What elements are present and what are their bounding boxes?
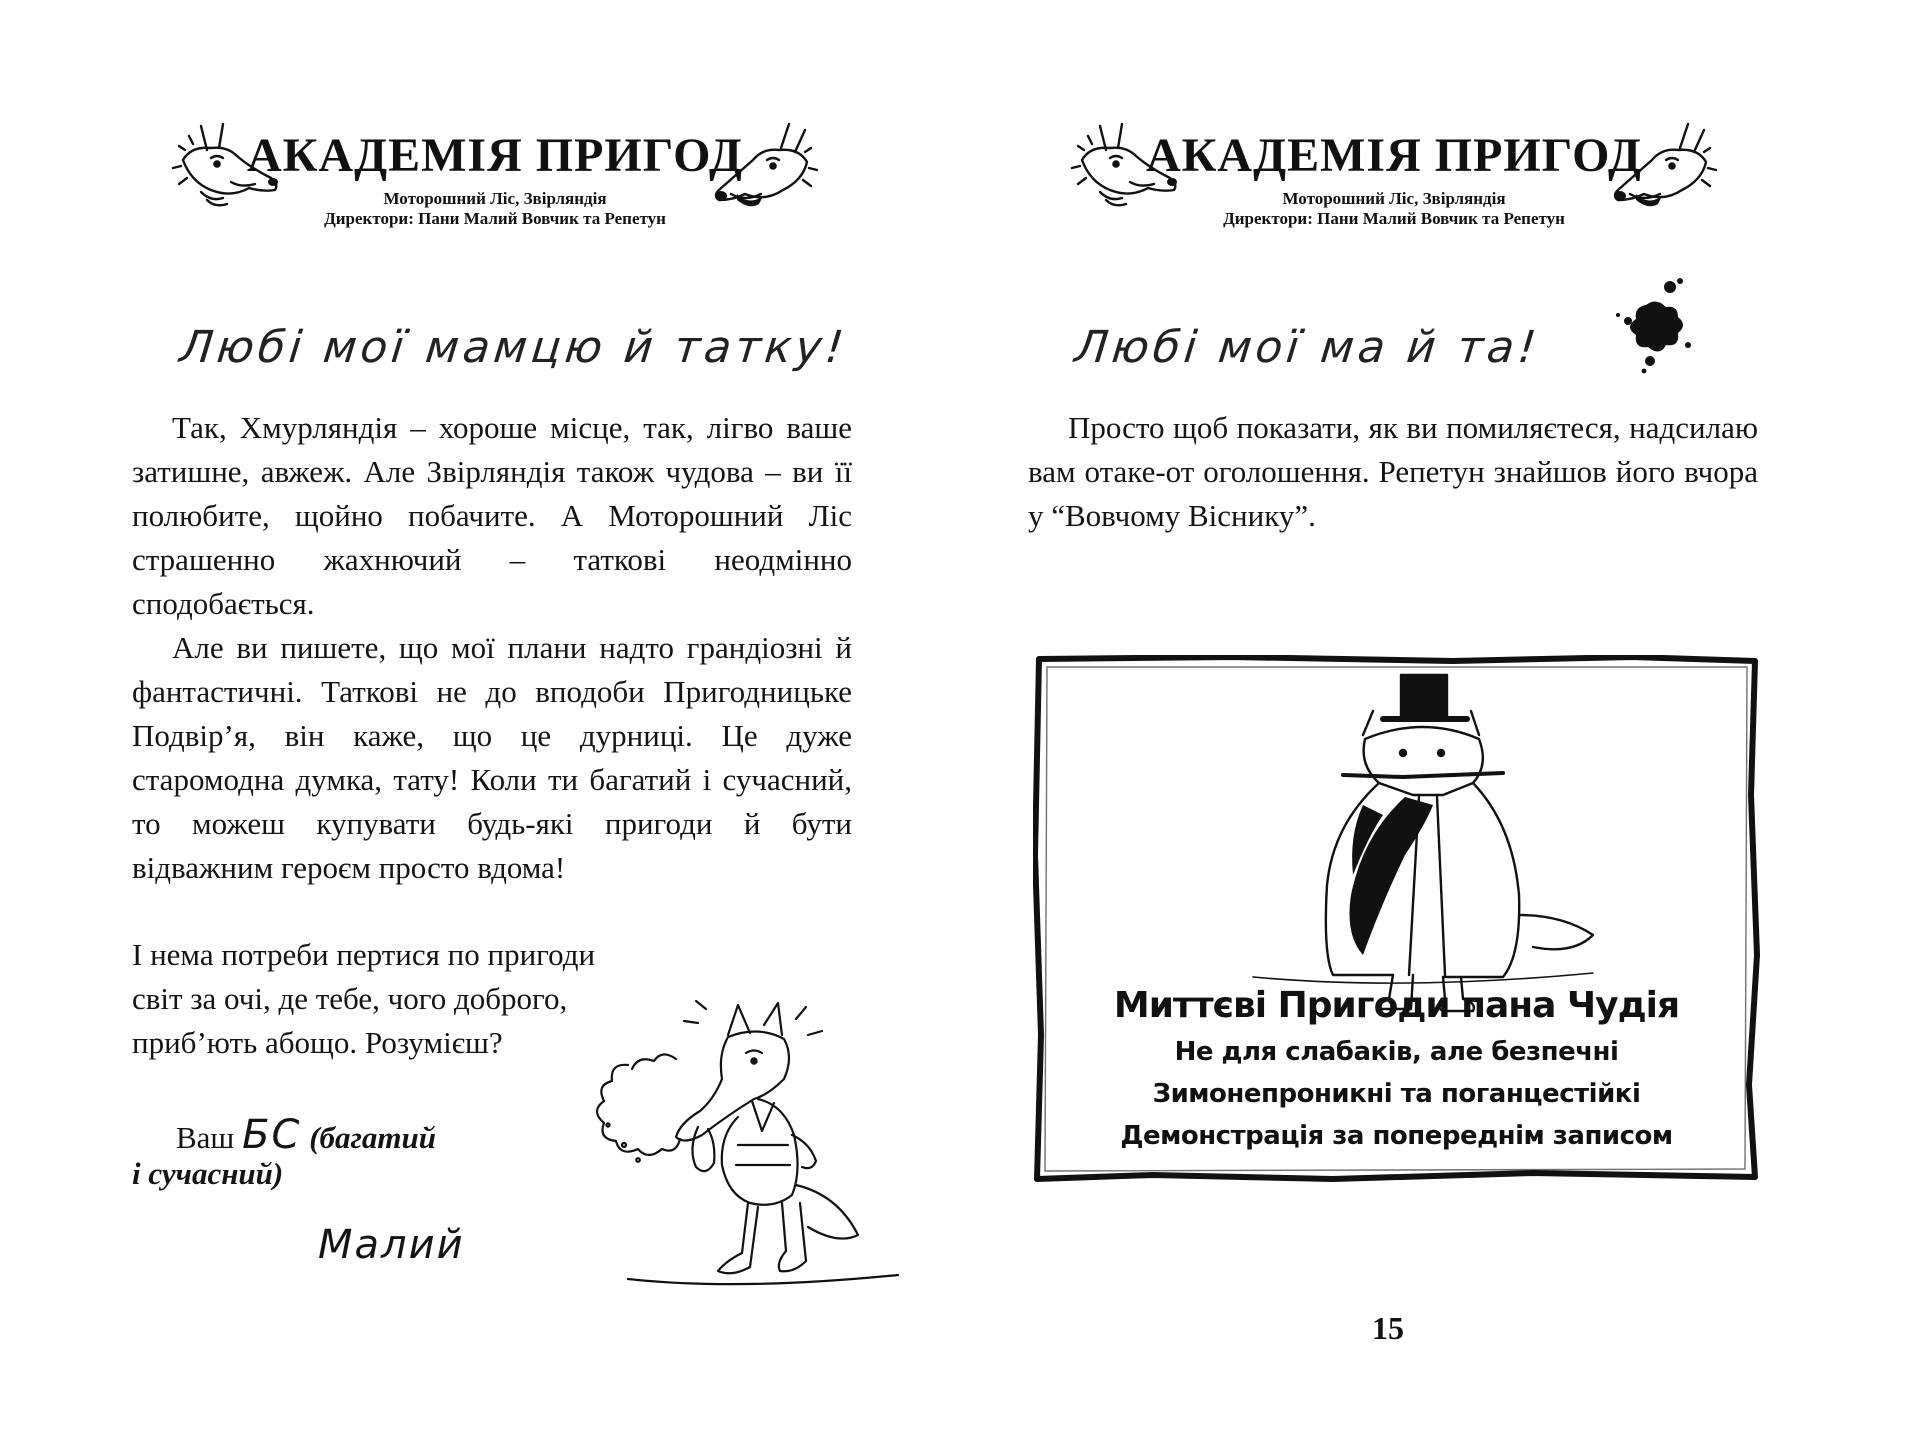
poster-line: Демонстрація за попереднім записом — [1120, 1121, 1673, 1151]
page-number: 15 — [1372, 1310, 1404, 1346]
paragraph-text: Так, Хмурляндія – хороше місце, так, лігво ваше затишне, авжеж. Але Звірляндія також чудова – ви її полюбите, щойно побачите. А Моторошний Ліс страшенно жахнючий – таткові неодмінно сподобається. — [132, 410, 852, 621]
wolf-sneezing-illustration — [588, 995, 918, 1295]
letter-paragraph-2 — [132, 626, 852, 890]
sign-prefix: Ваш — [176, 1120, 235, 1155]
paragraph-tail-line: приб’ють абощо. Розумієш? — [132, 1025, 503, 1060]
greeting-left: Любі мої мамцю й татку! — [177, 322, 850, 373]
poster-line: Не для слабаків, але безпечні — [1174, 1037, 1619, 1067]
greeting-right: Любі мої ма й та! — [1072, 322, 1543, 373]
letter-paragraph-1 — [132, 406, 852, 626]
letterhead-left — [135, 110, 855, 250]
academy-directors: Директори: Пани Малий Вовчик та Репетун — [1223, 209, 1565, 228]
academy-title: АКАДЕМІЯ ПРИГОД — [1145, 129, 1643, 182]
paragraph-tail-line: І нема потреби пертися по пригоди — [132, 937, 596, 972]
advertisement-poster — [1033, 655, 1760, 1182]
letter-paragraph-right — [1028, 406, 1758, 538]
sign-off — [176, 1112, 436, 1158]
academy-location: Моторошний Ліс, Звірляндія — [383, 189, 607, 208]
academy-location: Моторошний Ліс, Звірляндія — [1282, 189, 1506, 208]
poster-title: Миттєві Пригоди пана Чудія — [1113, 985, 1680, 1026]
academy-directors: Директори: Пани Малий Вовчик та Репетун — [324, 209, 666, 228]
academy-title: АКАДЕМІЯ ПРИГОД — [246, 129, 744, 182]
paragraph-text: Просто щоб показати, як ви помиляєтеся, надсилаю вам отаке-от оголошення. Репетун знайшов його вчора у “Вовчому Віснику”. — [1028, 410, 1758, 533]
letterhead-right — [1034, 110, 1754, 250]
fox-head-icon — [1606, 120, 1718, 216]
paragraph-text: Але ви пишете, що мої плани надто грандіозні й фантастичні. Таткові не до вподоби Пригодницьке Подвір’я, він каже, що це дурниці. Це дуже старомодна думка, тату! Коли ти багатий і сучасний, то можеш купувати будь-які пригоди й бути відважним героєм просто вдома! — [132, 630, 852, 885]
signature: Малий — [318, 1222, 465, 1268]
paragraph-tail-line: світ за очі, де тебе, чого доброго, — [132, 981, 568, 1016]
fox-head-icon — [707, 120, 819, 216]
poster-line: Зимонепроникні та поганцестійкі — [1152, 1079, 1641, 1109]
sign-note-continued: і сучасний) — [132, 1156, 284, 1191]
sign-initials: БС — [242, 1112, 302, 1158]
sign-note: (багатий — [309, 1120, 437, 1155]
ink-blot-icon — [1610, 275, 1700, 375]
